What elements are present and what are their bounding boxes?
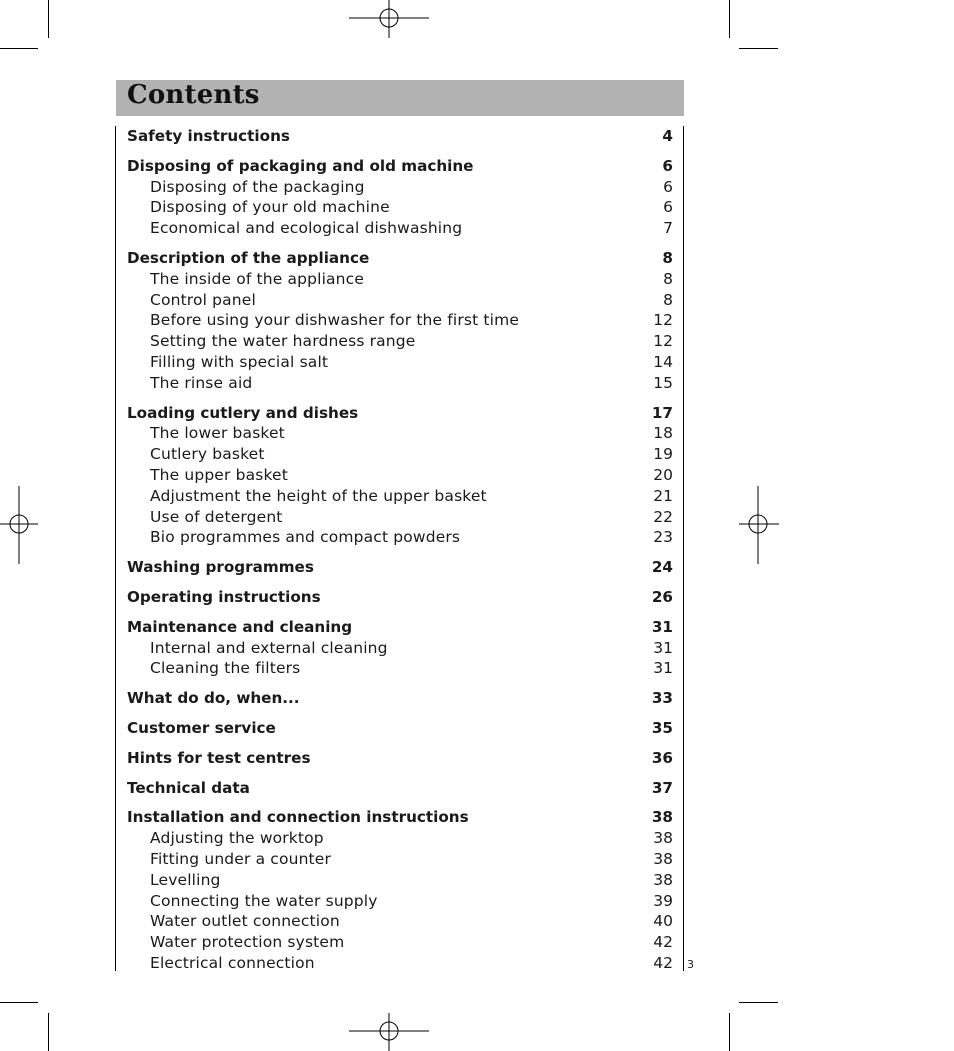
toc-section-heading-page-number: 8 bbox=[662, 248, 673, 267]
toc-subitem-page-number: 19 bbox=[653, 445, 673, 464]
toc-section-heading-page-number: 35 bbox=[651, 718, 673, 737]
toc-section-heading-row[interactable] bbox=[127, 807, 673, 828]
registration-mark-icon bbox=[349, 0, 429, 40]
table-of-contents bbox=[127, 126, 673, 983]
toc-subitem-page-number: 20 bbox=[653, 465, 673, 484]
toc-section-heading-row[interactable] bbox=[127, 748, 673, 769]
toc-section bbox=[127, 778, 673, 799]
toc-subitem-title: Water protection system bbox=[150, 933, 345, 952]
toc-subitem-row[interactable] bbox=[127, 310, 673, 331]
toc-subitem-page-number: 15 bbox=[653, 373, 673, 392]
toc-subitem-page-number: 8 bbox=[663, 290, 673, 309]
toc-section-heading-row[interactable] bbox=[127, 688, 673, 709]
toc-subitem-page-number: 6 bbox=[663, 198, 673, 217]
toc-section-heading-row[interactable] bbox=[127, 617, 673, 638]
toc-section bbox=[127, 718, 673, 739]
toc-subitem-row[interactable] bbox=[127, 527, 673, 548]
toc-subitem-page-number: 39 bbox=[653, 891, 673, 910]
toc-subitem-row[interactable] bbox=[127, 638, 673, 659]
toc-subitem-page-number: 38 bbox=[653, 829, 673, 848]
toc-section-heading-page-number: 38 bbox=[651, 808, 673, 827]
toc-subitem-page-number: 38 bbox=[653, 849, 673, 868]
registration-mark-icon bbox=[739, 486, 779, 564]
toc-subitem-page-number: 7 bbox=[663, 219, 673, 238]
toc-subitem-row[interactable] bbox=[127, 218, 673, 239]
toc-subitem-row[interactable] bbox=[127, 953, 673, 974]
toc-subitem-row[interactable] bbox=[127, 507, 673, 528]
toc-subitem-page-number: 31 bbox=[653, 659, 673, 678]
toc-subitem-title: Before using your dishwasher for the first time bbox=[150, 311, 520, 330]
toc-section-heading-title: Safety instructions bbox=[127, 127, 290, 145]
toc-subitem-page-number: 22 bbox=[653, 507, 673, 526]
toc-subitem-title: Economical and ecological dishwashing bbox=[150, 219, 463, 238]
toc-section-heading-title: Disposing of packaging and old machine bbox=[127, 156, 474, 175]
toc-section-heading-row[interactable] bbox=[127, 587, 673, 608]
toc-subitem-row[interactable] bbox=[127, 269, 673, 290]
toc-section-heading-title: What do do, when... bbox=[127, 689, 300, 708]
toc-subitem-page-number: 31 bbox=[653, 638, 673, 657]
toc-subitem-page-number: 21 bbox=[653, 486, 673, 505]
toc-subitem-page-number: 14 bbox=[653, 352, 673, 371]
left-rule bbox=[115, 126, 116, 971]
toc-subitem-row[interactable] bbox=[127, 870, 673, 891]
registration-mark-icon bbox=[0, 486, 40, 564]
toc-subitem-row[interactable] bbox=[127, 911, 673, 932]
toc-subitem-title: Electrical connection bbox=[150, 953, 315, 972]
toc-subitem-title: Bio programmes and compact powders bbox=[150, 528, 461, 547]
toc-subitem-page-number: 42 bbox=[653, 933, 673, 952]
toc-section-heading-page-number: 33 bbox=[651, 689, 673, 708]
toc-section-heading-page-number: 26 bbox=[651, 587, 673, 606]
toc-section-heading-page-number: 6 bbox=[662, 156, 673, 175]
toc-subitem-title: Disposing of the packaging bbox=[150, 177, 365, 196]
toc-subitem-row[interactable] bbox=[127, 352, 673, 373]
toc-section-heading-page-number: 17 bbox=[651, 403, 673, 422]
toc-section-heading-title: Technical data bbox=[127, 778, 250, 797]
toc-section-heading-title: Description of the appliance bbox=[127, 248, 370, 267]
page-title: Contents bbox=[127, 80, 260, 110]
toc-subitem-page-number: 18 bbox=[653, 424, 673, 443]
toc-section-heading-title: Loading cutlery and dishes bbox=[127, 403, 359, 422]
toc-subitem-row[interactable] bbox=[127, 423, 673, 444]
toc-section-heading-page-number: 36 bbox=[651, 748, 673, 767]
toc-section-heading-row[interactable] bbox=[127, 718, 673, 739]
toc-subitem-row[interactable] bbox=[127, 891, 673, 912]
toc-subitem-title: Use of detergent bbox=[150, 507, 283, 526]
toc-subitem-title: Setting the water hardness range bbox=[150, 332, 416, 351]
toc-section bbox=[127, 748, 673, 769]
toc-subitem-title: Water outlet connection bbox=[150, 912, 340, 931]
toc-subitem-page-number: 38 bbox=[653, 870, 673, 889]
toc-subitem-title: Fitting under a counter bbox=[150, 849, 331, 868]
toc-section-heading-title: Washing programmes bbox=[127, 558, 314, 577]
toc-subitem-title: Cleaning the filters bbox=[150, 659, 301, 678]
toc-section-heading-row[interactable] bbox=[127, 403, 673, 424]
toc-subitem-page-number: 23 bbox=[653, 528, 673, 547]
toc-subitem-row[interactable] bbox=[127, 828, 673, 849]
toc-subitem-title: Levelling bbox=[150, 870, 221, 889]
toc-section bbox=[127, 248, 673, 394]
toc-subitem-row[interactable] bbox=[127, 373, 673, 394]
toc-subitem-title: The lower basket bbox=[150, 424, 285, 443]
toc-subitem-row[interactable] bbox=[127, 486, 673, 507]
toc-subitem-row[interactable] bbox=[127, 849, 673, 870]
toc-subitem-title: The inside of the appliance bbox=[150, 269, 365, 288]
toc-section bbox=[127, 587, 673, 608]
toc-subitem-page-number: 8 bbox=[663, 269, 673, 288]
toc-subitem-title: The rinse aid bbox=[150, 373, 253, 392]
toc-section-heading-row[interactable] bbox=[127, 126, 673, 147]
page-number: 3 bbox=[687, 958, 694, 971]
right-rule bbox=[683, 126, 684, 971]
toc-section-heading-title: Installation and connection instructions bbox=[127, 808, 469, 827]
toc-section bbox=[127, 126, 673, 147]
toc-section bbox=[127, 617, 673, 679]
toc-subitem-page-number: 12 bbox=[653, 332, 673, 351]
toc-section bbox=[127, 557, 673, 578]
toc-section-heading-row[interactable] bbox=[127, 248, 673, 269]
toc-subitem-row[interactable] bbox=[127, 465, 673, 486]
toc-subitem-row[interactable] bbox=[127, 331, 673, 352]
toc-subitem-title: Internal and external cleaning bbox=[150, 638, 388, 657]
toc-section-heading-page-number: 4 bbox=[662, 127, 673, 145]
toc-subitem-title: The upper basket bbox=[150, 465, 288, 484]
toc-subitem-row[interactable] bbox=[127, 197, 673, 218]
toc-section-heading-row[interactable] bbox=[127, 778, 673, 799]
toc-subitem-title: Adjusting the worktop bbox=[150, 829, 324, 848]
toc-subitem-page-number: 40 bbox=[653, 912, 673, 931]
toc-subitem-row[interactable] bbox=[127, 932, 673, 953]
toc-section bbox=[127, 688, 673, 709]
toc-subitem-row[interactable] bbox=[127, 177, 673, 198]
toc-subitem-row[interactable] bbox=[127, 658, 673, 679]
toc-subitem-title: Adjustment the height of the upper basket bbox=[150, 486, 487, 505]
toc-section-heading-page-number: 24 bbox=[651, 558, 673, 577]
title-bar bbox=[116, 80, 684, 116]
toc-subitem-page-number: 6 bbox=[663, 177, 673, 196]
toc-subitem-row[interactable] bbox=[127, 444, 673, 465]
toc-subitem-row[interactable] bbox=[127, 290, 673, 311]
toc-subitem-title: Cutlery basket bbox=[150, 445, 265, 464]
toc-section-heading-title: Hints for test centres bbox=[127, 748, 311, 767]
toc-section-heading-title: Maintenance and cleaning bbox=[127, 617, 353, 636]
toc-section bbox=[127, 807, 673, 973]
toc-subitem-title: Disposing of your old machine bbox=[150, 198, 390, 217]
toc-subitem-page-number: 12 bbox=[653, 311, 673, 330]
toc-section bbox=[127, 403, 673, 549]
toc-section-heading-page-number: 31 bbox=[651, 617, 673, 636]
toc-section-heading-row[interactable] bbox=[127, 557, 673, 578]
toc-subitem-page-number: 42 bbox=[653, 953, 673, 972]
registration-mark-icon bbox=[349, 1011, 429, 1051]
toc-section-heading-title: Operating instructions bbox=[127, 587, 321, 606]
toc-subitem-title: Filling with special salt bbox=[150, 352, 329, 371]
toc-section-heading-page-number: 37 bbox=[651, 778, 673, 797]
toc-section bbox=[127, 156, 673, 239]
toc-section-heading-title: Customer service bbox=[127, 718, 276, 737]
toc-section-heading-row[interactable] bbox=[127, 156, 673, 177]
toc-subitem-title: Connecting the water supply bbox=[150, 891, 378, 910]
toc-subitem-title: Control panel bbox=[150, 290, 256, 309]
